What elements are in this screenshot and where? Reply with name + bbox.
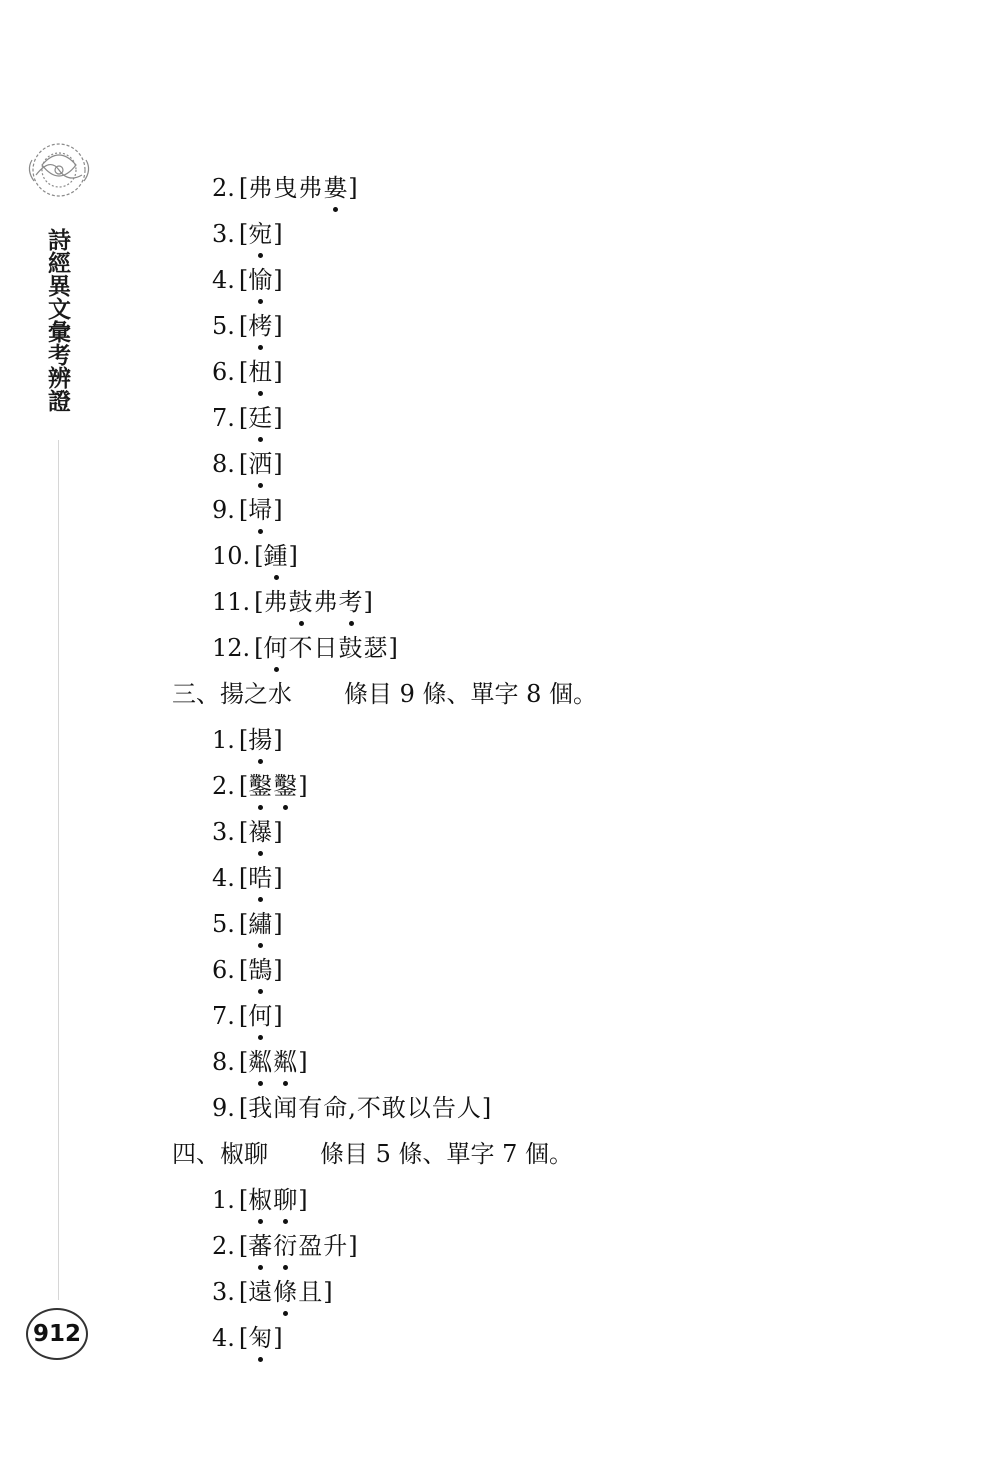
- item-term: [248, 352, 273, 392]
- list-item: [212, 904, 283, 944]
- open-bracket: [: [238, 358, 249, 386]
- emphasized-char: 粼: [273, 1042, 298, 1082]
- close-bracket: ]: [273, 312, 283, 340]
- open-bracket: [: [238, 266, 249, 294]
- item-term: [248, 996, 273, 1036]
- term-char: ,: [348, 1094, 357, 1122]
- section-summary: 條目 9 條、單字 8 個。: [344, 680, 598, 708]
- open-bracket: [: [238, 312, 249, 340]
- item-number: 2.: [212, 174, 235, 202]
- term-char: 弗: [313, 588, 339, 616]
- term-char: 人: [456, 1094, 482, 1122]
- emphasized-char: 廷: [248, 398, 273, 438]
- item-term: [248, 398, 273, 438]
- list-item: [212, 260, 283, 300]
- emphasized-char: 鼓: [289, 582, 314, 622]
- list-item: [212, 950, 283, 990]
- open-bracket: [: [238, 1232, 249, 1260]
- close-bracket: ]: [273, 910, 283, 938]
- emphasized-char: 鍾: [264, 536, 289, 576]
- section-heading: [172, 674, 597, 714]
- open-bracket: [: [238, 404, 249, 432]
- item-number: 9.: [212, 1094, 235, 1122]
- term-char: 盈: [298, 1232, 324, 1260]
- item-number: 4.: [212, 266, 235, 294]
- item-term: [248, 812, 273, 852]
- list-item: [212, 536, 298, 576]
- item-number: 10.: [212, 542, 251, 570]
- close-bracket: ]: [273, 1324, 283, 1352]
- term-char: 遠: [248, 1278, 274, 1306]
- close-bracket: ]: [273, 358, 283, 386]
- list-item: [212, 1180, 308, 1220]
- list-item: [212, 306, 283, 346]
- section-title: 四、椒聊: [172, 1140, 268, 1168]
- term-char: 弗: [263, 588, 289, 616]
- item-number: 6.: [212, 956, 235, 984]
- term-char: 弗: [248, 174, 274, 202]
- open-bracket: [: [238, 1002, 249, 1030]
- open-bracket: [: [238, 726, 249, 754]
- emphasized-char: 襮: [248, 812, 273, 852]
- item-term: [264, 536, 289, 576]
- item-term: [248, 904, 273, 944]
- close-bracket: ]: [273, 726, 283, 754]
- emphasized-char: 埽: [248, 490, 273, 530]
- emphasized-char: 衍: [273, 1226, 298, 1266]
- item-term: [248, 490, 273, 530]
- item-number: 11.: [212, 588, 251, 616]
- list-item: [212, 352, 283, 392]
- list-item: [212, 1088, 491, 1128]
- emphasized-char: 考: [339, 582, 364, 622]
- list-item: [212, 996, 283, 1036]
- emphasized-char: 洒: [248, 444, 273, 484]
- item-term: [248, 766, 298, 806]
- item-term: [248, 1226, 348, 1266]
- item-number: 1.: [212, 1186, 235, 1214]
- section-summary: 條目 5 條、單字 7 個。: [320, 1140, 574, 1168]
- item-number: 5.: [212, 910, 235, 938]
- list-item: [212, 582, 373, 622]
- emphasized-char: 何: [264, 628, 289, 668]
- item-term: [248, 1042, 298, 1082]
- close-bracket: ]: [273, 1002, 283, 1030]
- close-bracket: ]: [348, 1232, 358, 1260]
- term-char: 瑟: [363, 634, 389, 662]
- emphasized-char: 粼: [248, 1042, 273, 1082]
- close-bracket: ]: [288, 542, 298, 570]
- term-char: 命: [323, 1094, 349, 1122]
- item-term: [264, 582, 364, 622]
- item-term: [248, 1272, 323, 1312]
- close-bracket: ]: [273, 864, 283, 892]
- list-item: [212, 398, 283, 438]
- term-char: 敢: [381, 1094, 407, 1122]
- term-char: 有: [298, 1094, 324, 1122]
- open-bracket: [: [238, 1094, 249, 1122]
- open-bracket: [: [238, 910, 249, 938]
- close-bracket: ]: [298, 772, 308, 800]
- list-item: [212, 1042, 308, 1082]
- emphasized-char: 揚: [248, 720, 273, 760]
- close-bracket: ]: [273, 956, 283, 984]
- term-char: 曳: [273, 174, 299, 202]
- list-item: [212, 444, 283, 484]
- item-term: [248, 1318, 273, 1358]
- item-term: [248, 950, 273, 990]
- item-number: 3.: [212, 220, 235, 248]
- open-bracket: [: [238, 450, 249, 478]
- section-title: 三、揚之水: [172, 680, 292, 708]
- item-number: 8.: [212, 450, 235, 478]
- term-char: 升: [323, 1232, 349, 1260]
- item-number: 2.: [212, 1232, 235, 1260]
- list-item: [212, 812, 283, 852]
- emphasized-char: 匊: [248, 1318, 273, 1358]
- emphasized-char: 繡: [248, 904, 273, 944]
- emphasized-char: 聊: [273, 1180, 298, 1220]
- emphasized-char: 條: [273, 1272, 298, 1312]
- term-char: 闻: [273, 1094, 299, 1122]
- item-term: [248, 260, 273, 300]
- list-item: [212, 168, 358, 208]
- close-bracket: ]: [273, 220, 283, 248]
- list-item: [212, 490, 283, 530]
- item-number: 6.: [212, 358, 235, 386]
- list-item: [212, 858, 283, 898]
- list-item: [212, 1318, 283, 1358]
- item-term: [248, 1088, 482, 1128]
- open-bracket: [: [238, 818, 249, 846]
- item-number: 12.: [212, 634, 251, 662]
- list-item: [212, 766, 308, 806]
- emphasized-char: 蕃: [248, 1226, 273, 1266]
- item-number: 7.: [212, 404, 235, 432]
- open-bracket: [: [238, 956, 249, 984]
- list-item: [212, 628, 398, 668]
- list-item: [212, 1272, 333, 1312]
- term-char: 以: [406, 1094, 432, 1122]
- item-number: 2.: [212, 772, 235, 800]
- close-bracket: ]: [298, 1186, 308, 1214]
- item-term: [248, 444, 273, 484]
- emphasized-char: 鑿: [273, 766, 298, 806]
- term-char: 不: [288, 634, 314, 662]
- item-term: [264, 628, 389, 668]
- open-bracket: [: [238, 1324, 249, 1352]
- close-bracket: ]: [273, 404, 283, 432]
- emphasized-char: 栲: [248, 306, 273, 346]
- close-bracket: ]: [363, 588, 373, 616]
- emphasized-char: 鵠: [248, 950, 273, 990]
- term-char: 弗: [298, 174, 324, 202]
- emphasized-char: 愉: [248, 260, 273, 300]
- term-char: 鼓: [338, 634, 364, 662]
- close-bracket: ]: [273, 496, 283, 524]
- term-char: 日: [313, 634, 339, 662]
- open-bracket: [: [238, 772, 249, 800]
- item-term: [248, 306, 273, 346]
- emphasized-char: 婁: [323, 168, 348, 208]
- emphasized-char: 宛: [248, 214, 273, 254]
- open-bracket: [: [238, 220, 249, 248]
- close-bracket: ]: [388, 634, 398, 662]
- emphasized-char: 晧: [248, 858, 273, 898]
- open-bracket: [: [238, 1048, 249, 1076]
- decorative-emblem-icon: [20, 135, 98, 205]
- item-term: [248, 168, 348, 208]
- open-bracket: [: [238, 496, 249, 524]
- emphasized-char: 何: [248, 996, 273, 1036]
- item-term: [248, 720, 273, 760]
- list-item: [212, 1226, 358, 1266]
- emphasized-char: 杻: [248, 352, 273, 392]
- item-number: 4.: [212, 1324, 235, 1352]
- item-number: 4.: [212, 864, 235, 892]
- open-bracket: [: [254, 588, 264, 616]
- open-bracket: [: [238, 1186, 249, 1214]
- list-item: [212, 720, 283, 760]
- section-heading: [172, 1134, 573, 1174]
- item-number: 7.: [212, 1002, 235, 1030]
- emphasized-char: 椒: [248, 1180, 273, 1220]
- term-char: 不: [356, 1094, 382, 1122]
- item-number: 5.: [212, 312, 235, 340]
- item-number: 3.: [212, 1278, 235, 1306]
- term-char: 我: [248, 1094, 274, 1122]
- term-char: 告: [431, 1094, 457, 1122]
- emphasized-char: 鑿: [248, 766, 273, 806]
- open-bracket: [: [254, 542, 264, 570]
- item-term: [248, 214, 273, 254]
- page-number: 912: [26, 1308, 88, 1360]
- close-bracket: ]: [323, 1278, 333, 1306]
- open-bracket: [: [238, 1278, 249, 1306]
- close-bracket: ]: [273, 266, 283, 294]
- list-item: [212, 214, 283, 254]
- open-bracket: [: [238, 174, 249, 202]
- item-number: 8.: [212, 1048, 235, 1076]
- open-bracket: [: [254, 634, 264, 662]
- close-bracket: ]: [298, 1048, 308, 1076]
- item-term: [248, 1180, 298, 1220]
- close-bracket: ]: [348, 174, 358, 202]
- book-title-vertical: 詩經異文彙考辨證: [44, 228, 71, 412]
- close-bracket: ]: [481, 1094, 492, 1122]
- item-number: 1.: [212, 726, 235, 754]
- item-number: 9.: [212, 496, 235, 524]
- close-bracket: ]: [273, 450, 283, 478]
- close-bracket: ]: [273, 818, 283, 846]
- side-divider: [58, 440, 59, 1300]
- item-term: [248, 858, 273, 898]
- item-number: 3.: [212, 818, 235, 846]
- term-char: 且: [298, 1278, 324, 1306]
- open-bracket: [: [238, 864, 249, 892]
